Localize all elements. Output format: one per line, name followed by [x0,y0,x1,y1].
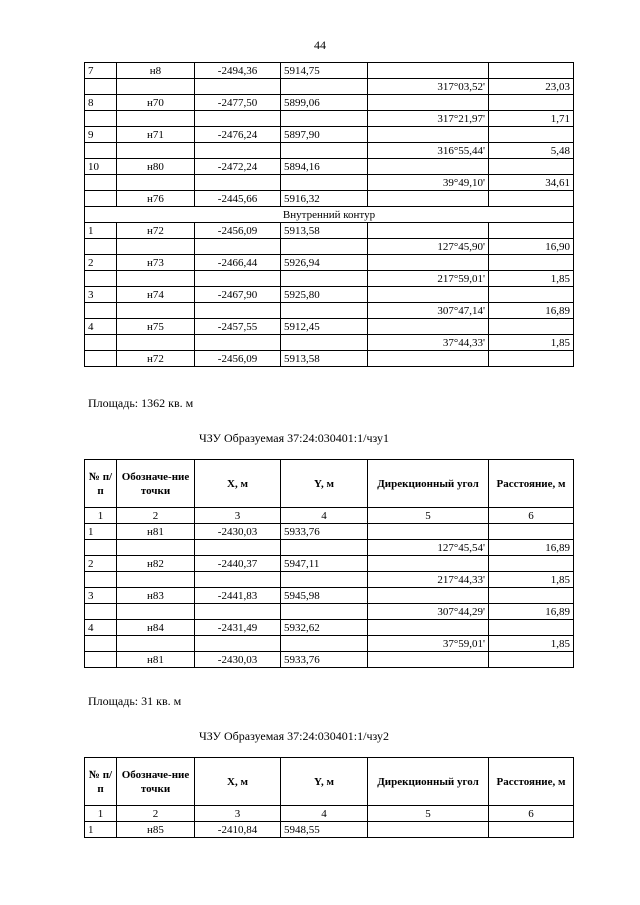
x-coordinate: -2457,55 [195,319,281,335]
point-number: 7 [85,63,117,79]
y-coordinate: 5947,11 [281,556,368,572]
direction-angle: 37°44,33' [368,335,489,351]
empty-cell [489,191,574,207]
empty-cell [281,175,368,191]
table-row-point [85,652,574,668]
index-cell: 5 [368,508,489,524]
empty-cell [117,175,195,191]
index-cell: 1 [85,806,117,822]
point-name: н76 [117,191,195,207]
x-coordinate: -2456,09 [195,223,281,239]
empty-cell [281,79,368,95]
empty-cell [281,271,368,287]
empty-cell [195,239,281,255]
point-name: н72 [117,223,195,239]
empty-cell [368,95,489,111]
empty-cell [85,175,117,191]
index-cell: 2 [117,806,195,822]
direction-angle: 217°44,33' [368,572,489,588]
empty-cell [489,159,574,175]
table-row-segment [85,303,574,319]
index-row [85,806,574,822]
table-row-point [85,524,574,540]
section-label: Внутренний контур [85,207,574,223]
direction-angle: 217°59,01' [368,271,489,287]
table-row-segment [85,175,574,191]
header-angle: Дирекционный угол [368,460,489,508]
empty-cell [489,620,574,636]
empty-cell [368,127,489,143]
empty-cell [117,636,195,652]
empty-cell [281,636,368,652]
table-row-point [85,287,574,303]
empty-cell [85,540,117,556]
caption-chzu1: ЧЗУ Образуемая 37:24:030401:1/чзу1 [199,431,389,445]
y-coordinate: 5894,16 [281,159,368,175]
x-coordinate: -2494,36 [195,63,281,79]
header-dist: Расстояние, м [489,758,574,806]
direction-angle: 307°44,29' [368,604,489,620]
empty-cell [489,556,574,572]
index-cell: 1 [85,508,117,524]
empty-cell [85,239,117,255]
table-row-point [85,159,574,175]
empty-cell [195,79,281,95]
empty-cell [489,822,574,838]
table-row-point [85,223,574,239]
point-name: н70 [117,95,195,111]
empty-cell [489,127,574,143]
y-coordinate: 5933,76 [281,524,368,540]
point-number: 2 [85,556,117,572]
coordinates-table-chzu2 [84,757,574,838]
point-number: 1 [85,524,117,540]
empty-cell [368,620,489,636]
point-name: н74 [117,287,195,303]
empty-cell [281,143,368,159]
point-number [85,351,117,367]
table-row-segment [85,111,574,127]
empty-cell [368,63,489,79]
point-number: 9 [85,127,117,143]
empty-cell [195,572,281,588]
point-name: н82 [117,556,195,572]
empty-cell [368,556,489,572]
distance: 16,89 [489,303,574,319]
x-coordinate: -2430,03 [195,524,281,540]
empty-cell [117,572,195,588]
empty-cell [195,111,281,127]
point-number [85,191,117,207]
table-row-segment [85,335,574,351]
index-cell: 4 [281,508,368,524]
empty-cell [117,540,195,556]
table-row-segment [85,239,574,255]
empty-cell [368,287,489,303]
y-coordinate: 5913,58 [281,351,368,367]
y-coordinate: 5933,76 [281,652,368,668]
table-row-segment [85,572,574,588]
x-coordinate: -2431,49 [195,620,281,636]
direction-angle: 37°59,01' [368,636,489,652]
distance: 1,71 [489,111,574,127]
table-row-segment [85,79,574,95]
x-coordinate: -2467,90 [195,287,281,303]
y-coordinate: 5932,62 [281,620,368,636]
table-row-segment [85,604,574,620]
empty-cell [195,175,281,191]
direction-angle: 316°55,44' [368,143,489,159]
empty-cell [281,335,368,351]
empty-cell [281,572,368,588]
empty-cell [85,111,117,127]
y-coordinate: 5926,94 [281,255,368,271]
empty-cell [117,143,195,159]
empty-cell [489,223,574,239]
y-coordinate: 5914,75 [281,63,368,79]
x-coordinate: -2477,50 [195,95,281,111]
empty-cell [368,255,489,271]
empty-cell [85,143,117,159]
empty-cell [368,159,489,175]
empty-cell [368,588,489,604]
x-coordinate: -2456,09 [195,351,281,367]
index-row [85,508,574,524]
area-note-main: Площадь: 1362 кв. м [88,396,194,410]
empty-cell [195,335,281,351]
y-coordinate: 5912,45 [281,319,368,335]
empty-cell [489,652,574,668]
empty-cell [489,95,574,111]
empty-cell [85,303,117,319]
page-number: 44 [314,38,326,52]
direction-angle: 317°21,97' [368,111,489,127]
header-dist: Расстояние, м [489,460,574,508]
empty-cell [117,79,195,95]
header-name: Обозначе-ние точки [117,460,195,508]
point-number: 10 [85,159,117,175]
x-coordinate: -2466,44 [195,255,281,271]
table-row-point [85,556,574,572]
x-coordinate: -2472,24 [195,159,281,175]
x-coordinate: -2441,83 [195,588,281,604]
empty-cell [489,351,574,367]
point-name: н8 [117,63,195,79]
point-name: н80 [117,159,195,175]
empty-cell [489,524,574,540]
empty-cell [281,239,368,255]
index-cell: 6 [489,806,574,822]
header-num: № п/п [85,758,117,806]
point-name: н83 [117,588,195,604]
empty-cell [117,271,195,287]
distance: 16,89 [489,540,574,556]
empty-cell [489,255,574,271]
point-name: н72 [117,351,195,367]
point-name: н75 [117,319,195,335]
header-row [85,758,574,806]
point-number: 1 [85,223,117,239]
empty-cell [117,604,195,620]
empty-cell [489,588,574,604]
header-x: X, м [195,460,281,508]
point-name: н84 [117,620,195,636]
area-note-chzu1: Площадь: 31 кв. м [88,694,182,708]
y-coordinate: 5948,55 [281,822,368,838]
distance: 23,03 [489,79,574,95]
point-name: н73 [117,255,195,271]
y-coordinate: 5899,06 [281,95,368,111]
empty-cell [85,335,117,351]
table-row-point [85,191,574,207]
empty-cell [368,319,489,335]
empty-cell [281,604,368,620]
x-coordinate: -2430,03 [195,652,281,668]
empty-cell [489,287,574,303]
empty-cell [281,111,368,127]
header-y: Y, м [281,758,368,806]
table-row-point [85,255,574,271]
empty-cell [117,111,195,127]
empty-cell [195,604,281,620]
empty-cell [195,636,281,652]
distance: 16,90 [489,239,574,255]
table-row-segment [85,636,574,652]
empty-cell [85,271,117,287]
empty-cell [368,191,489,207]
empty-cell [117,239,195,255]
table-row-segment [85,143,574,159]
header-num: № п/п [85,460,117,508]
point-number: 2 [85,255,117,271]
index-cell: 3 [195,806,281,822]
header-y: Y, м [281,460,368,508]
point-number: 4 [85,620,117,636]
empty-cell [195,540,281,556]
index-cell: 4 [281,806,368,822]
index-cell: 2 [117,508,195,524]
table-row-point [85,588,574,604]
header-x: X, м [195,758,281,806]
direction-angle: 127°45,90' [368,239,489,255]
distance: 1,85 [489,636,574,652]
table-row-point [85,127,574,143]
distance: 1,85 [489,335,574,351]
y-coordinate: 5945,98 [281,588,368,604]
empty-cell [281,540,368,556]
point-name: н85 [117,822,195,838]
index-cell: 5 [368,806,489,822]
x-coordinate: -2445,66 [195,191,281,207]
x-coordinate: -2410,84 [195,822,281,838]
empty-cell [368,822,489,838]
x-coordinate: -2476,24 [195,127,281,143]
empty-cell [489,319,574,335]
index-cell: 3 [195,508,281,524]
y-coordinate: 5913,58 [281,223,368,239]
empty-cell [117,303,195,319]
point-number [85,652,117,668]
coordinates-table-chzu1 [84,459,574,668]
empty-cell [85,604,117,620]
table-row-segment [85,540,574,556]
empty-cell [195,271,281,287]
point-number: 4 [85,319,117,335]
table-row-point [85,63,574,79]
table-row-point [85,319,574,335]
direction-angle: 307°47,14' [368,303,489,319]
caption-chzu2: ЧЗУ Образуемая 37:24:030401:1/чзу2 [199,729,389,743]
empty-cell [85,636,117,652]
empty-cell [368,223,489,239]
direction-angle: 317°03,52' [368,79,489,95]
empty-cell [281,303,368,319]
header-name: Обозначе-ние точки [117,758,195,806]
empty-cell [85,572,117,588]
point-number: 3 [85,588,117,604]
point-name: н71 [117,127,195,143]
empty-cell [368,351,489,367]
header-row [85,460,574,508]
y-coordinate: 5925,80 [281,287,368,303]
point-name: н81 [117,652,195,668]
direction-angle: 39°49,10' [368,175,489,191]
empty-cell [117,335,195,351]
distance: 5,48 [489,143,574,159]
distance: 1,85 [489,572,574,588]
table-row-point [85,822,574,838]
index-cell: 6 [489,508,574,524]
empty-cell [368,652,489,668]
empty-cell [85,79,117,95]
empty-cell [195,143,281,159]
empty-cell [368,524,489,540]
x-coordinate: -2440,37 [195,556,281,572]
point-name: н81 [117,524,195,540]
point-number: 8 [85,95,117,111]
table-row-point [85,620,574,636]
y-coordinate: 5916,32 [281,191,368,207]
header-angle: Дирекционный угол [368,758,489,806]
point-number: 1 [85,822,117,838]
distance: 34,61 [489,175,574,191]
point-number: 3 [85,287,117,303]
empty-cell [489,63,574,79]
coordinates-table-main [84,62,574,367]
table-row-point [85,351,574,367]
y-coordinate: 5897,90 [281,127,368,143]
table-row-point [85,95,574,111]
table-row-segment [85,271,574,287]
distance: 1,85 [489,271,574,287]
table-row-section [85,207,574,223]
empty-cell [195,303,281,319]
direction-angle: 127°45,54' [368,540,489,556]
distance: 16,89 [489,604,574,620]
